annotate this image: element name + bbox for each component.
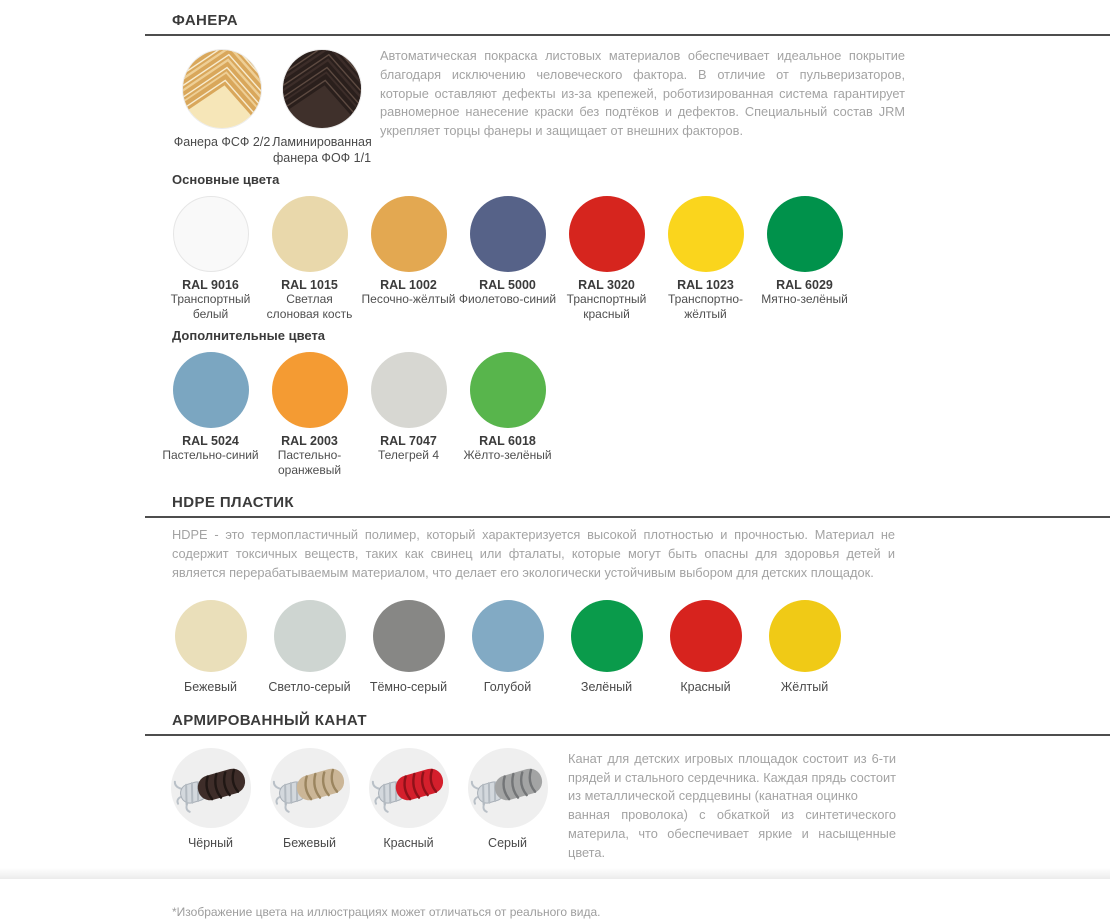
section-rope xyxy=(172,712,1110,863)
color-swatch xyxy=(458,352,557,478)
ral-code: RAL 2003 xyxy=(281,434,338,449)
ral-code: RAL 5024 xyxy=(182,434,239,449)
ral-name: Телегрей 4 xyxy=(377,448,440,463)
plywood-photo xyxy=(282,49,362,129)
ral-name: Светлая слоновая кость xyxy=(266,292,353,322)
rope-samples xyxy=(161,748,557,863)
rope-photo xyxy=(468,748,548,828)
color-swatch xyxy=(161,600,260,694)
color-swatch-circle xyxy=(769,600,841,672)
ral-name: Транспортный белый xyxy=(170,292,251,322)
color-swatch xyxy=(260,600,359,694)
color-swatch-circle xyxy=(767,196,843,272)
color-swatch xyxy=(557,600,656,694)
rope-icon xyxy=(369,748,449,828)
ral-code: RAL 3020 xyxy=(578,278,635,292)
ral-code: RAL 7047 xyxy=(380,434,437,449)
ral-name: Транспортно-жёлтый xyxy=(667,292,743,322)
color-swatch xyxy=(755,600,854,694)
color-swatch-circle xyxy=(173,196,249,272)
ral-name: Фиолетово-синий xyxy=(458,292,557,306)
ral-code: RAL 1015 xyxy=(281,278,338,292)
rope-color-name: Чёрный xyxy=(187,835,234,850)
main-colors-subtitle: Основные цвета xyxy=(172,172,280,187)
ral-code: RAL 9016 xyxy=(182,278,239,292)
color-swatch-circle xyxy=(173,352,249,428)
rope-icon xyxy=(171,748,251,828)
color-swatch xyxy=(656,196,755,322)
ral-code: RAL 6018 xyxy=(479,434,536,449)
rope-icon xyxy=(270,748,350,828)
rope-color-name: Серый xyxy=(488,835,527,850)
color-swatch xyxy=(458,600,557,694)
rope-sample xyxy=(458,748,557,863)
page-bottom-edge xyxy=(0,868,1110,879)
rope-color-name: Бежевый xyxy=(283,835,336,850)
plywood-section-title: ФАНЕРА xyxy=(172,12,239,29)
section-plywood xyxy=(162,12,1110,478)
footnote: *Изображение цвета на иллюстрациях может отличаться от реального вида. xyxy=(172,904,601,919)
color-swatch-circle xyxy=(373,600,445,672)
material-label-line2: фанера ФОФ 1/1 xyxy=(272,151,372,165)
rope-sample xyxy=(260,748,359,863)
color-swatch xyxy=(161,352,260,478)
hdpe-colors-row xyxy=(161,600,1110,694)
rope-photo xyxy=(171,748,251,828)
rope-color-name: Красный xyxy=(383,835,434,850)
hdpe-color-name: Тёмно-серый xyxy=(369,679,448,694)
ral-code: RAL 1023 xyxy=(677,278,734,292)
rope-photo xyxy=(369,748,449,828)
color-swatch xyxy=(260,196,359,322)
ral-name: Пастельно-синий xyxy=(162,448,259,463)
hdpe-description: HDPE - это термопластичный полимер, который характеризуется высокой плотностью и прочностью. Материал не содержит токсичных веществ, таких как свинец или фталаты, которые могут быть опасны для здоровья детей и является перерабатываемым материалом, что делает его экологически устойчивым выбором для детских площадок. xyxy=(172,527,895,581)
hdpe-section-title: HDPE ПЛАСТИК xyxy=(172,494,294,512)
plywood-material xyxy=(172,49,272,166)
ral-name: Песочно-жёлтый xyxy=(361,292,456,306)
hdpe-color-name: Красный xyxy=(680,679,731,694)
hdpe-color-name: Бежевый xyxy=(184,679,237,694)
rope-photo xyxy=(270,748,350,828)
color-swatch xyxy=(458,196,557,322)
color-swatch-circle xyxy=(472,600,544,672)
ral-name: Пастельно-оранжевый xyxy=(277,448,342,478)
color-swatch-circle xyxy=(371,196,447,272)
color-swatch-circle xyxy=(175,600,247,672)
plywood-materials xyxy=(172,49,372,166)
rope-description-line2: ванная проволока) с обкаткой из синтетического материла, что обеспечивает яркие и насыщенные цвета. xyxy=(568,807,896,860)
color-swatch-circle xyxy=(670,600,742,672)
divider-rule xyxy=(145,516,1110,518)
material-label-line2: ФСФ 2/2 xyxy=(221,135,271,149)
plywood-intro-row xyxy=(172,49,1110,166)
extra-colors-subtitle: Дополнительные цвета xyxy=(172,328,326,344)
color-swatch-circle xyxy=(272,352,348,428)
color-swatch-circle xyxy=(274,600,346,672)
hdpe-color-name: Голубой xyxy=(483,679,532,694)
rope-description xyxy=(568,750,896,863)
rope-intro-row xyxy=(161,748,1110,863)
color-swatch-circle xyxy=(470,196,546,272)
rope-description-line1: Канат для детских игровых площадок состоит из 6-ти прядей и стального сердечника. Каждая прядь состоит из металлической сердцевины (канатная оцинко xyxy=(568,750,896,804)
color-swatch-circle xyxy=(272,196,348,272)
material-label-line1: Фанера xyxy=(173,135,218,149)
color-swatch xyxy=(359,352,458,478)
material-label xyxy=(172,134,272,150)
ral-code: RAL 1002 xyxy=(380,278,437,292)
material-label xyxy=(272,134,372,166)
divider-rule xyxy=(145,34,1110,36)
plywood-stack-icon xyxy=(182,49,262,129)
color-swatch xyxy=(359,600,458,694)
hdpe-color-name: Светло-серый xyxy=(268,679,351,694)
ral-code: RAL 6029 xyxy=(776,278,833,292)
plywood-photo xyxy=(182,49,262,129)
ral-name: Мятно-зелёный xyxy=(761,292,848,306)
material-label-line1: Ламинированная xyxy=(272,135,372,149)
section-hdpe xyxy=(172,494,1110,693)
rope-icon xyxy=(468,748,548,828)
ral-name: Транспортный красный xyxy=(566,292,647,322)
rope-sample xyxy=(161,748,260,863)
color-swatch xyxy=(161,196,260,322)
color-swatch-circle xyxy=(569,196,645,272)
color-swatch xyxy=(755,196,854,322)
color-swatch-circle xyxy=(470,352,546,428)
extra-colors-row xyxy=(161,352,1110,478)
color-swatch xyxy=(656,600,755,694)
rope-section-title: АРМИРОВАННЫЙ КАНАТ xyxy=(172,711,367,729)
plywood-stack-icon xyxy=(282,49,362,129)
divider-rule xyxy=(145,734,1110,736)
color-swatch-circle xyxy=(668,196,744,272)
plywood-material xyxy=(272,49,372,166)
rope-sample xyxy=(359,748,458,863)
hdpe-color-name: Зелёный xyxy=(580,679,633,694)
color-swatch-circle xyxy=(371,352,447,428)
hdpe-color-name: Жёлтый xyxy=(780,679,829,694)
color-swatch xyxy=(260,352,359,478)
color-swatch xyxy=(557,196,656,322)
ral-code: RAL 5000 xyxy=(479,278,536,292)
color-swatch-circle xyxy=(571,600,643,672)
plywood-description: Автоматическая покраска листовых материалов обеспечивает идеальное покрытие благодаря исключению человеческого фактора. В отличие от пульверизаторов, которые оставляют дефекты из-за крепежей, роботизированная система гарантирует равномерное нанесение краски без подтёков и дефектов. Специальный состав JRM укрепляет торцы фанеры и защищает от внешних факторов. xyxy=(380,48,905,139)
main-colors-row xyxy=(161,196,1110,322)
ral-name: Жёлто-зелёный xyxy=(463,448,552,463)
color-swatch xyxy=(359,196,458,322)
